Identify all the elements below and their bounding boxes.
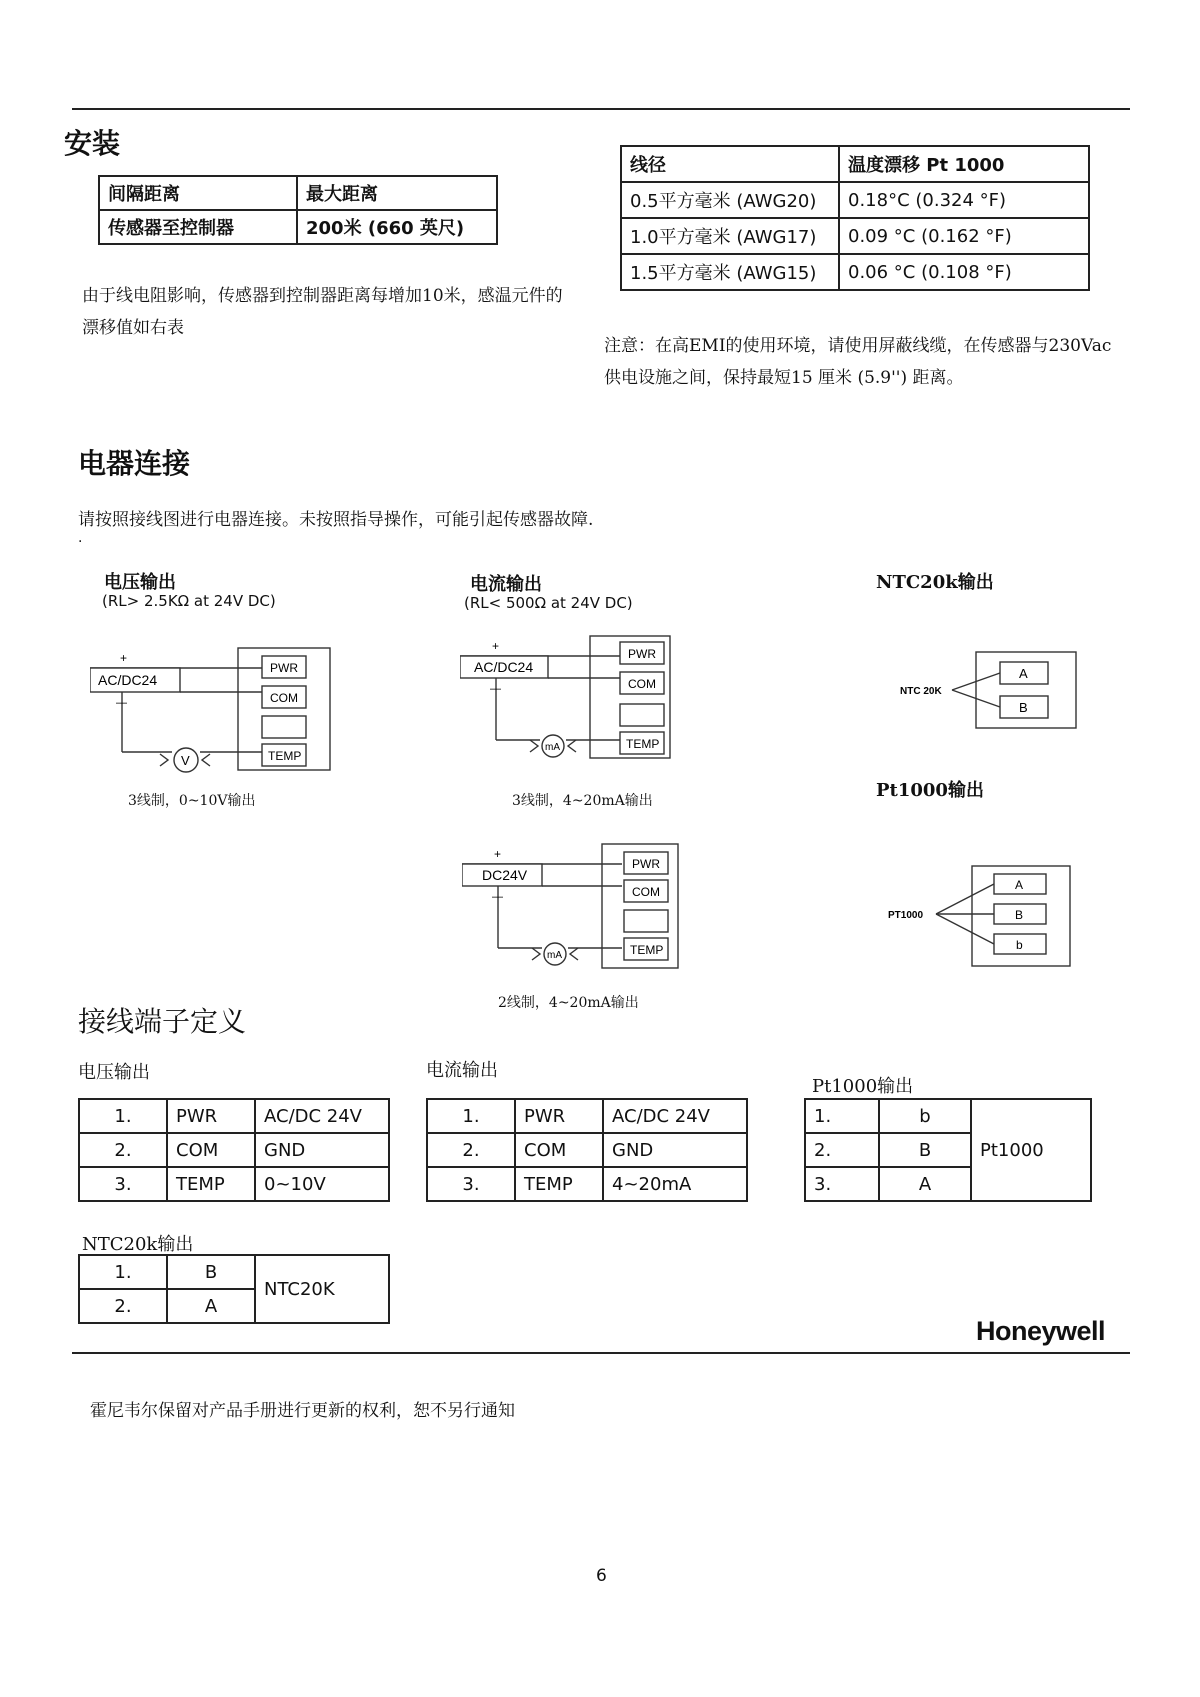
meter-label: mA (547, 950, 562, 961)
distance-table (98, 175, 498, 245)
plus-sign: + (492, 639, 500, 653)
table-cell: B (879, 1133, 971, 1167)
terminal-com: COM (632, 885, 660, 899)
footer-notice: 霍尼韦尔保留对产品手册进行更新的权利，恕不另行通知 (90, 1401, 515, 1421)
terminal-b: B (1015, 908, 1024, 922)
table-cell: 3. (427, 1167, 515, 1201)
table-header-cell: 最大距离 (297, 176, 497, 210)
meter-label: mA (545, 742, 560, 753)
terminal-temp: TEMP (268, 749, 302, 763)
voltage-wiring-diagram (90, 640, 350, 780)
table-cell: b (879, 1099, 971, 1133)
drift-note: 由于线电阻影响，传感器到控制器距离每增加10米，感温元件的漂移值如右表 (82, 286, 563, 338)
terminals-title: 接线端子定义 (78, 1005, 247, 1038)
pt1000-terminal-table (804, 1098, 1092, 1202)
table-cell: 2. (427, 1133, 515, 1167)
table-row (79, 1167, 389, 1201)
plus-sign: + (120, 651, 128, 665)
plus-sign: + (494, 847, 502, 861)
table-row (427, 1099, 747, 1133)
table-row (99, 176, 497, 210)
ntc-terminal-table (78, 1254, 390, 1324)
table-cell: 2. (79, 1289, 167, 1323)
terminal-pwr: PWR (628, 647, 656, 661)
pt1000-wiring-diagram (886, 862, 1076, 970)
table-row (621, 254, 1089, 290)
table-cell: AC/DC 24V (255, 1099, 389, 1133)
table-cell: 1. (79, 1099, 167, 1133)
table-cell: GND (603, 1133, 747, 1167)
table-cell: A (879, 1167, 971, 1201)
drift-table (620, 145, 1090, 291)
table-row (99, 210, 497, 244)
ntc-sensor-label: NTC 20K (900, 686, 942, 697)
table-header-cell: 温度漂移 Pt 1000 (839, 146, 1089, 182)
table-cell: GND (255, 1133, 389, 1167)
table-cell: PWR (515, 1099, 603, 1133)
terminal-temp: TEMP (626, 737, 660, 751)
meter-label: V (181, 753, 190, 768)
table-row (427, 1167, 747, 1201)
table-cell: 1. (79, 1255, 167, 1289)
table-row (427, 1133, 747, 1167)
table-header-cell: 线径 (621, 146, 839, 182)
terminal-temp: TEMP (630, 943, 664, 957)
table-cell: 1. (427, 1099, 515, 1133)
voltage-diagram-title: 电压输出 (104, 572, 176, 593)
bottom-rule (72, 1352, 1130, 1354)
stray-dot: . (78, 530, 83, 546)
ntc-terminal-title: NTC20k输出 (82, 1234, 194, 1255)
terminal-b: B (1019, 700, 1028, 715)
voltage-terminal-title: 电压输出 (78, 1062, 150, 1083)
table-cell-merged: NTC20K (255, 1255, 389, 1323)
electrical-title: 电器连接 (78, 447, 191, 480)
terminal-com: COM (628, 677, 656, 691)
terminal-pwr: PWR (270, 661, 298, 675)
table-cell: 200米 (660 英尺) (297, 210, 497, 244)
table-row (621, 146, 1089, 182)
minus-sign: — (116, 697, 127, 709)
diagram-supply-label: DC24V (482, 867, 528, 883)
terminal-pwr: PWR (632, 857, 660, 871)
current-terminal-table (426, 1098, 748, 1202)
table-row (621, 182, 1089, 218)
voltage-terminal-table (78, 1098, 390, 1202)
table-cell: 传感器至控制器 (99, 210, 297, 244)
install-title: 安装 (64, 127, 121, 160)
table-cell: PWR (167, 1099, 255, 1133)
terminal-a: A (1015, 878, 1024, 892)
table-cell: 1. (805, 1099, 879, 1133)
current-terminal-title: 电流输出 (426, 1060, 498, 1081)
table-cell: 3. (79, 1167, 167, 1201)
table-cell: COM (515, 1133, 603, 1167)
table-cell: TEMP (515, 1167, 603, 1201)
pt1000-diagram-title: Pt1000输出 (876, 780, 984, 801)
page-number: 6 (596, 1566, 607, 1586)
table-row (79, 1099, 389, 1133)
table-cell: 2. (805, 1133, 879, 1167)
current-diagram-caption: 3线制，4~20mA输出 (512, 793, 653, 809)
current-diagram-title: 电流输出 (470, 574, 542, 595)
terminal-com: COM (270, 691, 298, 705)
table-cell: 4~20mA (603, 1167, 747, 1201)
table-cell: 0.18°C (0.324 °F) (839, 182, 1089, 218)
table-header-cell: 间隔距离 (99, 176, 297, 210)
table-cell: 0.09 °C (0.162 °F) (839, 218, 1089, 254)
table-cell: 1.0平方毫米 (AWG17) (621, 218, 839, 254)
table-cell-merged: Pt1000 (971, 1099, 1091, 1201)
minus-sign: — (492, 891, 503, 903)
diagram-supply-label: AC/DC24 (98, 672, 158, 688)
table-cell: 0.06 °C (0.108 °F) (839, 254, 1089, 290)
table-row (805, 1099, 1091, 1133)
table-cell: 0.5平方毫米 (AWG20) (621, 182, 839, 218)
minus-sign: — (490, 683, 501, 695)
table-cell: A (167, 1289, 255, 1323)
current-diagram-subtitle: (RL< 500Ω at 24V DC) (464, 594, 633, 612)
table-cell: AC/DC 24V (603, 1099, 747, 1133)
ntc-diagram-title: NTC20k输出 (876, 572, 994, 593)
table-cell: 0~10V (255, 1167, 389, 1201)
ntc-wiring-diagram (896, 650, 1086, 734)
terminal-a: A (1019, 666, 1028, 681)
pt1000-sensor-label: PT1000 (888, 910, 924, 921)
voltage-diagram-subtitle: (RL> 2.5KΩ at 24V DC) (102, 592, 276, 610)
emi-note: 注意：在高EMI的使用环境，请使用屏蔽线缆，在传感器与230Vac供电设施之间，保持最短15 厘米 (5.9'') 距离。 (604, 336, 1112, 388)
table-cell: B (167, 1255, 255, 1289)
honeywell-logo: Honeywell (976, 1316, 1106, 1346)
table-cell: COM (167, 1133, 255, 1167)
current-wiring-diagram (460, 632, 700, 764)
voltage-diagram-caption: 3线制，0~10V输出 (128, 793, 256, 809)
table-cell: 2. (79, 1133, 167, 1167)
diagram-supply-label: AC/DC24 (474, 659, 534, 675)
electrical-instruction: 请按照接线图进行电器连接。未按照指导操作，可能引起传感器故障. (78, 510, 594, 530)
current-2wire-wiring-diagram (462, 840, 702, 972)
pt1000-terminal-title: Pt1000输出 (812, 1076, 914, 1097)
top-rule (72, 108, 1130, 110)
table-row (621, 218, 1089, 254)
terminal-b-lower: b (1016, 938, 1023, 952)
table-cell: TEMP (167, 1167, 255, 1201)
table-cell: 3. (805, 1167, 879, 1201)
table-cell: 1.5平方毫米 (AWG15) (621, 254, 839, 290)
table-row (79, 1133, 389, 1167)
table-row (79, 1255, 389, 1289)
current-2wire-diagram-caption: 2线制，4~20mA输出 (498, 995, 639, 1011)
